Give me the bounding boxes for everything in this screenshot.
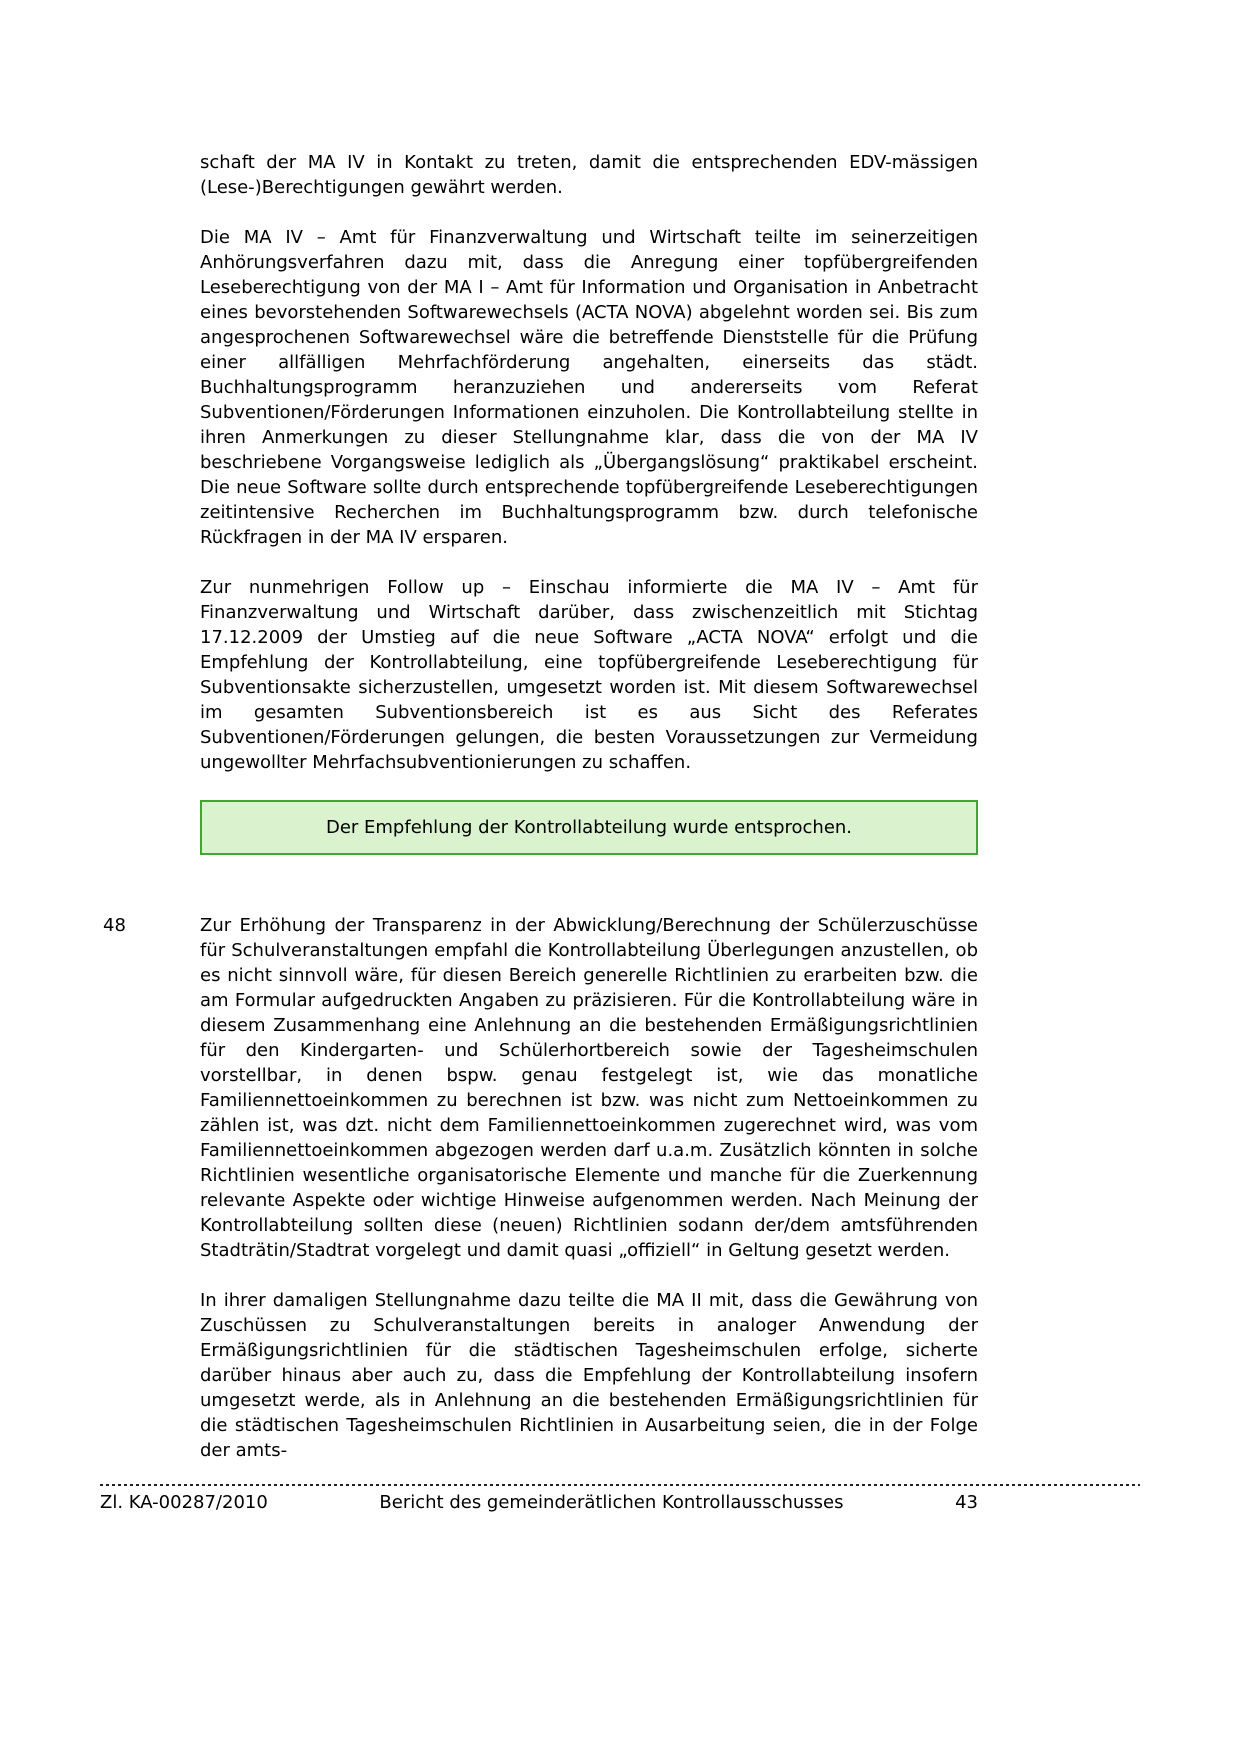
report-item-48 (103, 913, 978, 1463)
footer-page-number: 43 (955, 1492, 978, 1513)
recommendation-text: Der Empfehlung der Kontrollabteilung wurde entsprochen. (325, 817, 853, 838)
paragraph-continuation: schaft der MA IV in Kontakt zu treten, damit die entsprechenden EDV-mässigen (Lese-)Berechtigungen gewährt werden. (200, 152, 978, 198)
footer-row (100, 1491, 978, 1515)
recommendation-box (200, 800, 978, 855)
page-footer (100, 1484, 1140, 1515)
item-number: 48 (103, 915, 126, 936)
paragraph-item-response: In ihrer damaligen Stellungnahme dazu teilte die MA II mit, dass die Gewährung von Zuschüssen zu Schulveranstaltungen bereits in analoger Anwendung der Ermäßigungsrichtlinien für die städtischen Tagesheimschulen erfolge, sicherte darüber hinaus aber auch zu, dass die Empfehlung der Kontrollabteilung insofern umgesetzt werde, als in Anlehnung an die bestehenden Ermäßigungsrichtlinien für die städtischen Tagesheimschulen Richtlinien in Ausarbeitung seien, die in der Folge der amts- (200, 1290, 978, 1461)
paragraph-ma-iv-statement: Die MA IV – Amt für Finanzverwaltung und Wirtschaft teilte im seinerzeitigen Anhörungsverfahren dazu mit, dass die Anregung einer topfübergreifenden Leseberechtigung von der MA I – Amt für Information und Organisation in Anbetracht eines bevorstehenden Softwarewechsels (ACTA NOVA) abgelehnt worden sei. Bis zum angesprochenen Softwarewechsel wäre die betreffende Dienststelle für die Prüfung einer allfälligen Mehrfachförderung angehalten, einerseits das städt. Buchhaltungsprogramm heranzuziehen und andererseits vom Referat Subventionen/Förderungen Informationen einzuholen. Die Kontrollabteilung stellte in ihren Anmerkungen zu dieser Stellungnahme klar, dass die von der MA IV beschriebene Vorgangsweise lediglich als „Übergangslösung“ praktikabel erscheint. Die neue Software sollte durch entsprechende topfübergreifende Leseberechtigungen zeitintensive Recherchen im Buchhaltungsprogramm bzw. durch telefonische Rückfragen in der MA IV ersparen. (200, 227, 978, 548)
item-body (200, 913, 978, 1463)
footer-reference-number: Zl. KA-00287/2010 (100, 1492, 268, 1513)
footer-divider (100, 1484, 1140, 1486)
paragraph-item-recommendation: Zur Erhöhung der Transparenz in der Abwicklung/Berechnung der Schülerzuschüsse für Schulveranstaltungen empfahl die Kontrollabteilung Überlegungen anzustellen, ob es nicht sinnvoll wäre, für diesen Bereich generelle Richtlinien zu erarbeiten bzw. die am Formular aufgedruckten Angaben zu präzisieren. Für die Kontrollabteilung wäre in diesem Zusammenhang eine Anlehnung an die bestehenden Ermäßigungsrichtlinien für den Kindergarten- und Schülerhortbereich sowie der Tagesheimschulen vorstellbar, in denen bspw. genau festgelegt ist, wie das monatliche Familiennettoeinkommen zu berechnen ist bzw. was nicht zum Nettoeinkommen zu zählen ist, was dzt. nicht dem Familiennettoeinkommen zugerechnet wird, was vom Familiennettoeinkommen abgezogen werden darf u.a.m. Zusätzlich könnten in solche Richtlinien wesentliche organisatorische Elemente und manche für die Zuerkennung relevante Aspekte oder wichtige Hinweise aufgenommen werden. Nach Meinung der Kontrollabteilung sollten diese (neuen) Richtlinien sodann der/dem amtsführenden Stadträtin/Stadtrat vorgelegt und damit quasi „offiziell“ in Geltung gesetzt werden. (200, 915, 978, 1261)
document-body (103, 150, 978, 1488)
footer-report-title: Bericht des gemeinderätlichen Kontrollausschusses (379, 1492, 844, 1513)
paragraph-follow-up: Zur nunmehrigen Follow up – Einschau informierte die MA IV – Amt für Finanzverwaltung und Wirtschaft darüber, dass zwischenzeitlich mit Stichtag 17.12.2009 der Umstieg auf die neue Software „ACTA NOVA“ erfolgt und die Empfehlung der Kontrollabteilung, eine topfübergreifende Leseberechtigung für Subventionsakte sicherzustellen, umgesetzt worden ist. Mit diesem Softwarewechsel im gesamten Subventionsbereich ist es aus Sicht des Referates Subventionen/Förderungen gelungen, die besten Voraussetzungen zur Vermeidung ungewollter Mehrfachsubventionierungen zu schaffen. (200, 577, 978, 773)
